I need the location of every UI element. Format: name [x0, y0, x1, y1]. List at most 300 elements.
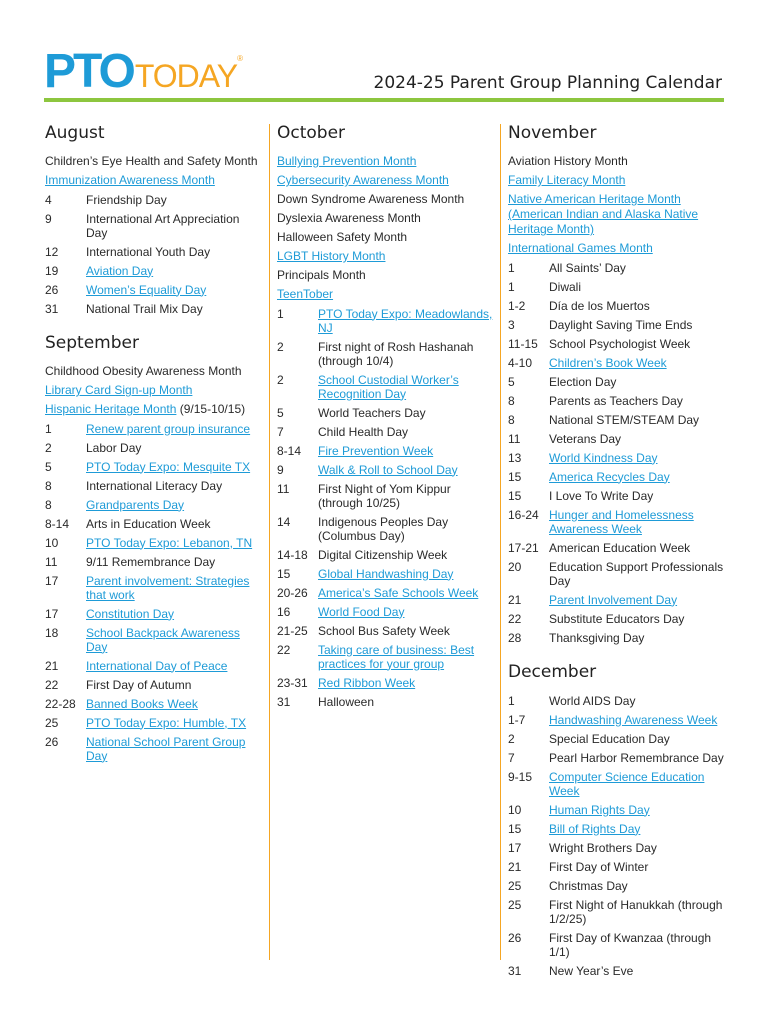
event-title [549, 489, 726, 503]
event-text: Labor Day [86, 440, 142, 455]
event-link[interactable]: America Recycles Day [549, 469, 670, 484]
event-text: School Psychologist Week [549, 336, 691, 351]
event-link[interactable]: America’s Safe Schools Week [318, 585, 479, 600]
event-title [86, 212, 263, 240]
event-title [318, 548, 495, 562]
event-date: 26 [508, 930, 522, 945]
observance-item [508, 190, 726, 239]
observance-link[interactable]: LGBT History Month [277, 249, 386, 263]
event-text: 9/11 Remembrance Day [86, 554, 216, 569]
event-row [508, 590, 726, 609]
event-date: 1 [277, 306, 284, 321]
observance-text: Down Syndrome Awareness Month [277, 192, 465, 206]
event-row [45, 457, 263, 476]
event-row [277, 370, 495, 403]
event-row [45, 694, 263, 713]
event-date: 15 [508, 488, 522, 503]
event-row [508, 296, 726, 315]
observance-link[interactable]: TeenTober [277, 287, 334, 301]
event-title [549, 413, 726, 427]
event-title [318, 373, 495, 401]
event-title [549, 841, 726, 855]
event-row [508, 315, 726, 334]
event-link[interactable]: Grandparents Day [86, 497, 185, 512]
event-row [45, 732, 263, 765]
event-text: Diwali [549, 279, 582, 294]
event-title [549, 713, 726, 727]
event-date: 26 [45, 282, 59, 297]
column-divider [500, 124, 501, 960]
event-link[interactable]: Hunger and Homelessness Awareness Week [549, 507, 694, 536]
event-date: 25 [45, 715, 59, 730]
event-title [549, 318, 726, 332]
event-row [508, 448, 726, 467]
event-date: 7 [508, 750, 515, 765]
event-date: 9 [45, 211, 52, 226]
event-row [45, 571, 263, 604]
logo-trademark: ® [237, 54, 243, 63]
event-row [277, 602, 495, 621]
event-title [549, 356, 726, 370]
event-link[interactable]: National School Parent Group Day [86, 734, 246, 763]
event-row [508, 410, 726, 429]
event-title [86, 517, 263, 531]
event-text: Friendship Day [86, 192, 167, 207]
event-link[interactable]: International Day of Peace [86, 658, 228, 673]
event-row [277, 337, 495, 370]
event-link[interactable]: Banned Books Week [86, 696, 198, 711]
event-title [549, 451, 726, 465]
event-row [508, 277, 726, 296]
observance-text: Children’s Eye Health and Safety Month [45, 154, 258, 168]
observance-item [277, 266, 495, 285]
event-row [45, 495, 263, 514]
event-title [549, 803, 726, 817]
event-text: First Day of Kwanzaa (through 1/1) [549, 930, 712, 959]
event-text: First Day of Winter [549, 859, 649, 874]
event-link[interactable]: PTO Today Expo: Meadowlands, NJ [318, 306, 493, 335]
event-text: International Art Appreciation Day [86, 211, 240, 240]
month-heading: October [277, 123, 346, 143]
event-title [86, 283, 263, 297]
event-row [508, 767, 726, 800]
event-row [277, 403, 495, 422]
observance-item [277, 285, 495, 304]
event-row [45, 261, 263, 280]
event-link[interactable]: World Kindness Day [549, 450, 658, 465]
calendar-column-1 [45, 122, 263, 765]
event-title [549, 261, 726, 275]
event-title [318, 425, 495, 439]
event-title [318, 567, 495, 581]
observance-item [45, 362, 263, 381]
event-text: First Night of Yom Kippur (through 10/25) [318, 481, 451, 510]
event-title [86, 626, 263, 654]
event-row [277, 692, 495, 711]
event-link[interactable]: Taking care of business: Best practices for your group [318, 642, 475, 671]
event-title [549, 732, 726, 746]
event-title [549, 694, 726, 708]
event-text: Digital Citizenship Week [318, 547, 448, 562]
event-row [45, 675, 263, 694]
observance-text: Halloween Safety Month [277, 230, 408, 244]
event-date: 8 [508, 412, 515, 427]
event-row [45, 476, 263, 495]
event-link[interactable]: Women’s Equality Day [86, 282, 207, 297]
event-row [277, 640, 495, 673]
event-row [508, 691, 726, 710]
event-row [508, 857, 726, 876]
observance-link[interactable]: Native American Heritage Month (American Indian and Alaska Native Heritage Month) [508, 192, 699, 236]
event-title [318, 605, 495, 619]
observance-link[interactable]: Library Card Sign-up Month [45, 383, 193, 397]
event-text: Special Education Day [549, 731, 670, 746]
event-link[interactable]: Handwashing Awareness Week [549, 712, 718, 727]
event-date: 14-18 [277, 547, 308, 562]
event-row [45, 209, 263, 242]
event-row [45, 438, 263, 457]
event-date: 11 [277, 481, 290, 496]
event-date: 9 [277, 462, 284, 477]
event-row [508, 391, 726, 410]
month-section-august [45, 122, 263, 318]
observance-item [277, 190, 495, 209]
event-row [45, 604, 263, 623]
event-row [277, 304, 495, 337]
event-date: 31 [508, 963, 522, 978]
event-link[interactable]: Aviation Day [86, 263, 154, 278]
event-date: 1 [45, 421, 52, 436]
event-title [549, 541, 726, 555]
event-date: 18 [45, 625, 59, 640]
event-link[interactable]: PTO Today Expo: Humble, TX [86, 715, 247, 730]
event-date: 12 [45, 244, 59, 259]
observance-text: Principals Month [277, 268, 366, 282]
event-date: 11 [45, 554, 58, 569]
event-title [549, 822, 726, 836]
event-title [86, 460, 263, 474]
pto-today-logo [44, 44, 243, 96]
event-row [277, 673, 495, 692]
event-text: American Education Week [549, 540, 691, 555]
event-date: 15 [508, 821, 522, 836]
observance-item [508, 171, 726, 190]
event-title [549, 375, 726, 389]
event-title [318, 307, 495, 335]
event-text: New Year’s Eve [549, 963, 634, 978]
event-date: 20-26 [277, 585, 308, 600]
event-date: 13 [508, 450, 522, 465]
month-section-december [508, 661, 726, 980]
event-row [45, 713, 263, 732]
event-title [86, 302, 263, 316]
month-heading: August [45, 123, 105, 143]
observance-item [277, 171, 495, 190]
event-date: 4-10 [508, 355, 533, 370]
event-text: Education Support Professionals Day [549, 559, 724, 588]
event-title [549, 470, 726, 484]
event-text: National Trail Mix Day [86, 301, 203, 316]
event-text: School Bus Safety Week [318, 623, 450, 638]
event-row [277, 422, 495, 441]
event-row [508, 895, 726, 928]
event-date: 1-2 [508, 298, 526, 313]
event-row [277, 564, 495, 583]
event-date: 16 [277, 604, 291, 619]
event-title [549, 394, 726, 408]
event-row [508, 372, 726, 391]
event-title [318, 340, 495, 368]
event-row [45, 552, 263, 571]
observance-link[interactable]: Immunization Awareness Month [45, 173, 215, 187]
observance-item [45, 381, 263, 400]
event-title [86, 479, 263, 493]
event-date: 19 [45, 263, 59, 278]
observance-item [277, 209, 495, 228]
event-link[interactable]: Walk & Roll to School Day [318, 462, 458, 477]
observance-link[interactable]: International Games Month [508, 241, 653, 255]
event-date: 23-31 [277, 675, 308, 690]
month-heading: December [508, 662, 597, 682]
event-link[interactable]: School Custodial Worker’s Recognition Day [318, 372, 459, 401]
event-title [318, 624, 495, 638]
column-divider [269, 124, 270, 960]
event-link[interactable]: Fire Prevention Week [318, 443, 434, 458]
observance-text: Childhood Obesity Awareness Month [45, 364, 242, 378]
event-title [86, 422, 263, 436]
month-section-november [508, 122, 726, 647]
event-row [508, 609, 726, 628]
event-date: 26 [45, 734, 59, 749]
event-title [86, 498, 263, 512]
event-text: Parents as Teachers Day [549, 393, 683, 408]
event-date: 5 [277, 405, 284, 420]
event-row [45, 656, 263, 675]
event-date: 16-24 [508, 507, 539, 522]
event-date: 7 [277, 424, 284, 439]
event-date: 1 [508, 279, 515, 294]
event-date: 11 [508, 431, 521, 446]
event-row [508, 353, 726, 372]
event-date: 8-14 [45, 516, 70, 531]
event-title [549, 593, 726, 607]
observance-link[interactable]: Family Literacy Month [508, 173, 626, 187]
event-date: 4 [45, 192, 52, 207]
event-date: 1-7 [508, 712, 526, 727]
event-text: Día de los Muertos [549, 298, 650, 313]
month-section-september [45, 332, 263, 765]
event-text: I Love To Write Day [549, 488, 654, 503]
event-row [45, 280, 263, 299]
event-row [508, 334, 726, 353]
event-date: 9-15 [508, 769, 533, 784]
event-date: 25 [508, 878, 522, 893]
event-title [86, 536, 263, 550]
event-link[interactable]: Bill of Rights Day [549, 821, 641, 836]
event-row [508, 710, 726, 729]
event-date: 1 [508, 260, 515, 275]
event-row [45, 623, 263, 656]
event-row [508, 838, 726, 857]
event-title [549, 860, 726, 874]
event-title [549, 508, 726, 536]
calendar-column-3 [508, 122, 726, 980]
event-link[interactable]: Red Ribbon Week [318, 675, 416, 690]
event-date: 1 [508, 693, 515, 708]
event-row [508, 928, 726, 961]
event-date: 22-28 [45, 696, 76, 711]
event-row [508, 538, 726, 557]
event-date: 8 [45, 497, 52, 512]
event-link[interactable]: PTO Today Expo: Lebanon, TN [86, 535, 253, 550]
observance-item [45, 400, 263, 419]
event-text: Substitute Educators Day [549, 611, 685, 626]
observance-link[interactable]: Hispanic Heritage Month [45, 402, 177, 416]
event-link[interactable]: PTO Today Expo: Mesquite TX [86, 459, 251, 474]
event-date: 2 [277, 372, 284, 387]
event-row [508, 961, 726, 980]
event-title [549, 432, 726, 446]
event-text: Pearl Harbor Remembrance Day [549, 750, 724, 765]
event-row [277, 583, 495, 602]
event-link[interactable]: Constitution Day [86, 606, 175, 621]
event-date: 20 [508, 559, 522, 574]
event-date: 10 [45, 535, 59, 550]
event-date: 8-14 [277, 443, 302, 458]
event-row [508, 729, 726, 748]
event-row [508, 800, 726, 819]
event-link[interactable]: School Backpack Awareness Day [86, 625, 240, 654]
event-date: 8 [45, 478, 52, 493]
event-row [277, 441, 495, 460]
event-date: 17 [45, 573, 59, 588]
event-title [318, 676, 495, 690]
event-text: First Day of Autumn [86, 677, 192, 692]
event-title [318, 515, 495, 543]
event-text: First Night of Hanukkah (through 1/2/25) [549, 897, 723, 926]
event-date: 5 [508, 374, 515, 389]
event-link[interactable]: World Food Day [318, 604, 405, 619]
event-title [86, 441, 263, 455]
event-date: 31 [45, 301, 59, 316]
event-title [86, 555, 263, 569]
event-date: 8 [508, 393, 515, 408]
event-row [45, 190, 263, 209]
event-title [549, 751, 726, 765]
event-link[interactable]: Computer Science Education Week [549, 769, 705, 798]
event-date: 25 [508, 897, 522, 912]
event-link[interactable]: Children’s Book Week [549, 355, 667, 370]
event-title [549, 337, 726, 351]
event-text: Wright Brothers Day [549, 840, 657, 855]
event-date: 15 [277, 566, 291, 581]
event-row [508, 258, 726, 277]
event-text: International Youth Day [86, 244, 211, 259]
event-row [508, 467, 726, 486]
month-heading: November [508, 123, 597, 143]
event-link[interactable]: Parent Involvement Day [549, 592, 678, 607]
event-row [508, 628, 726, 647]
event-title [86, 678, 263, 692]
event-title [86, 264, 263, 278]
event-text: World AIDS Day [549, 693, 636, 708]
header-rule [44, 98, 724, 102]
event-title [318, 482, 495, 510]
event-title [549, 879, 726, 893]
event-link[interactable]: Global Handwashing Day [318, 566, 454, 581]
event-title [86, 697, 263, 711]
event-row [508, 486, 726, 505]
event-title [549, 280, 726, 294]
event-text: International Literacy Day [86, 478, 223, 493]
event-title [549, 612, 726, 626]
event-date: 22 [45, 677, 59, 692]
observance-link[interactable]: Bullying Prevention Month [277, 154, 417, 168]
event-title [318, 586, 495, 600]
observance-item [45, 152, 263, 171]
event-date: 21 [45, 658, 59, 673]
observance-dates: (9/15-10/15) [176, 402, 246, 416]
event-date: 21-25 [277, 623, 308, 638]
event-date: 31 [277, 694, 291, 709]
event-row [277, 621, 495, 640]
event-title [318, 444, 495, 458]
event-title [86, 574, 263, 602]
event-title [86, 193, 263, 207]
event-text: Veterans Day [549, 431, 622, 446]
event-date: 17 [45, 606, 59, 621]
event-date: 5 [45, 459, 52, 474]
event-row [45, 242, 263, 261]
event-row [508, 429, 726, 448]
event-row [277, 545, 495, 564]
event-text: Daylight Saving Time Ends [549, 317, 693, 332]
event-title [549, 898, 726, 926]
event-text: Election Day [549, 374, 617, 389]
event-date: 28 [508, 630, 522, 645]
event-text: Christmas Day [549, 878, 628, 893]
observance-item [277, 247, 495, 266]
month-heading: September [45, 333, 139, 353]
event-text: Arts in Education Week [86, 516, 211, 531]
observance-item [508, 239, 726, 258]
logo-today-text: TODAY [134, 58, 238, 94]
observance-link[interactable]: Cybersecurity Awareness Month [277, 173, 449, 187]
event-row [277, 479, 495, 512]
event-text: Indigenous Peoples Day (Columbus Day) [318, 514, 449, 543]
event-text: First night of Rosh Hashanah (through 10/4) [318, 339, 474, 368]
event-title [318, 463, 495, 477]
event-row [45, 419, 263, 438]
observance-item [277, 152, 495, 171]
event-date: 11-15 [508, 336, 538, 351]
event-title [549, 931, 726, 959]
event-link[interactable]: Renew parent group insurance [86, 421, 251, 436]
event-title [549, 560, 726, 588]
event-row [508, 819, 726, 838]
event-row [45, 514, 263, 533]
event-date: 14 [277, 514, 291, 529]
event-title [549, 631, 726, 645]
event-date: 2 [508, 731, 515, 746]
event-text: Thanksgiving Day [549, 630, 645, 645]
event-link[interactable]: Parent involvement: Strategies that work [86, 573, 250, 602]
event-text: World Teachers Day [318, 405, 426, 420]
event-title [318, 643, 495, 671]
event-link[interactable]: Human Rights Day [549, 802, 650, 817]
page-header [44, 44, 724, 104]
event-date: 15 [508, 469, 522, 484]
